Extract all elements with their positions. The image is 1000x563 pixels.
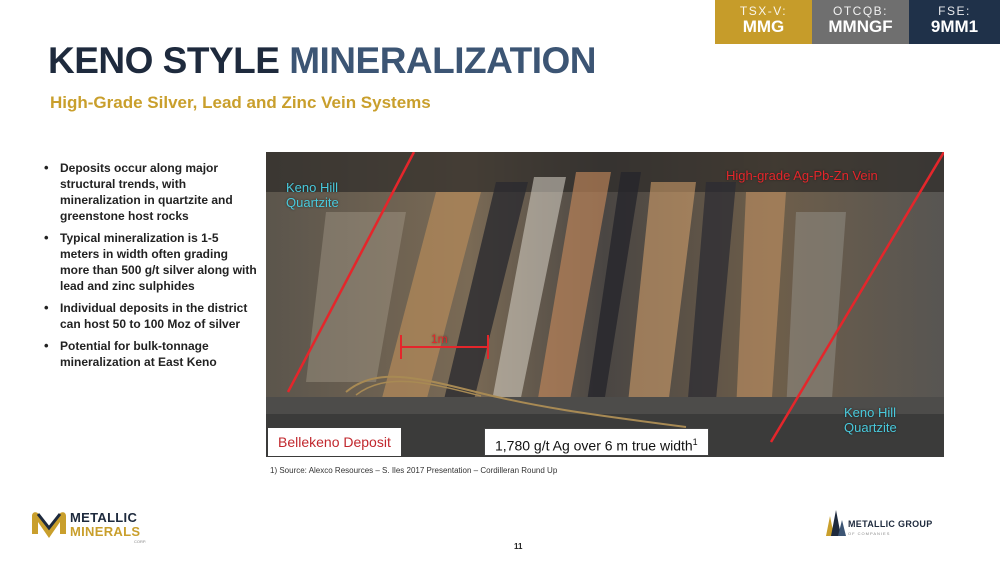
- keno-hill-right-label-2: Quartzite: [844, 420, 897, 435]
- vein-label: High-grade Ag-Pb-Zn Vein: [726, 168, 878, 183]
- ticker-symbol: MMG: [742, 17, 785, 36]
- keno-hill-left-label-1: Keno Hill: [286, 180, 339, 195]
- logo-right-line-1: METALLIC GROUP: [848, 519, 933, 529]
- grade-text: 1,780 g/t Ag over 6 m true width: [495, 437, 693, 454]
- scale-label: 1m: [431, 332, 448, 346]
- bullet-item: • Potential for bulk-tonnage mineralization at East Keno: [42, 338, 257, 370]
- title-part-1: KENO STYLE: [48, 40, 290, 81]
- bullet-list: [42, 160, 257, 376]
- keno-hill-right-label-1: Keno Hill: [844, 405, 897, 420]
- grade-footnote-marker: 1: [692, 437, 698, 447]
- vein-photo-graphic: [266, 152, 944, 457]
- metallic-minerals-logo: [30, 506, 160, 546]
- page-subtitle: High-Grade Silver, Lead and Zinc Vein Systems: [50, 93, 431, 112]
- ticker-exchange: OTCQB:: [832, 4, 888, 18]
- ticker-fse: [909, 0, 1000, 44]
- keno-hill-left-label-2: Quartzite: [286, 195, 339, 210]
- ticker-otcqb: [812, 0, 909, 44]
- vein-photo: [266, 152, 944, 457]
- page-number: 11: [514, 542, 523, 551]
- metallic-group-logo: [826, 510, 966, 540]
- bullet-item: • Deposits occur along major structural trends, with mineralization in quartzite and greenstone host rocks: [42, 160, 257, 224]
- logo-left-line-3: CORP.: [134, 539, 147, 544]
- metallic-group-mark-icon: [826, 510, 846, 536]
- title-part-2: MINERALIZATION: [289, 40, 596, 81]
- ticker-exchange: TSX-V:: [739, 4, 788, 18]
- logo-left-line-1: METALLIC: [70, 510, 138, 525]
- source-footnote: 1) Source: Alexco Resources – S. Iles 2017 Presentation – Cordilleran Round Up: [270, 466, 558, 475]
- ticker-symbol: MMNGF: [828, 17, 893, 36]
- grade-label: [484, 428, 709, 456]
- bullet-item: • Individual deposits in the district can host 50 to 100 Moz of silver: [42, 300, 257, 332]
- ticker-tsxv: [715, 0, 812, 44]
- ticker-exchange: FSE:: [938, 4, 971, 18]
- bullet-item: • Typical mineralization is 1-5 meters in width often grading more than 500 g/t silver along with lead and zinc sulphides: [42, 230, 257, 294]
- page-title: [48, 40, 596, 82]
- ticker-symbol: 9MM1: [930, 17, 979, 36]
- logo-right-line-2: OF COMPANIES: [848, 531, 891, 536]
- logo-left-line-2: MINERALS: [70, 524, 141, 539]
- deposit-label: Bellekeno Deposit: [268, 428, 401, 456]
- metallic-minerals-mark-icon: [30, 508, 68, 538]
